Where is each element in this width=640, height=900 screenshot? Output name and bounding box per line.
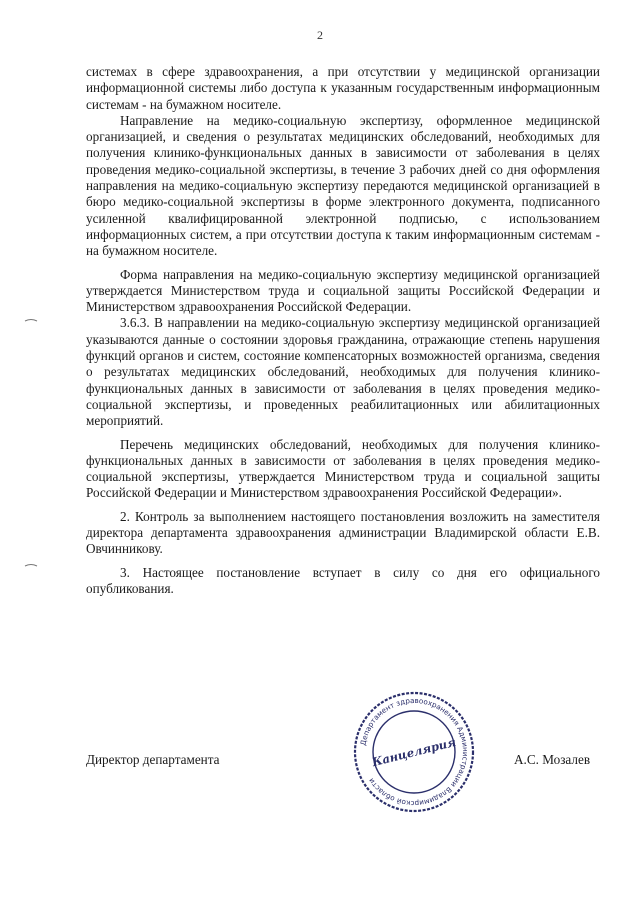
paragraph-3-6-3: 3.6.3. В направлении на медико-социальную экспертизу медицинской организацией указываются данные о состоянии здоровья гражданина, отражающие степень нарушения функций органов и систем, состояние компенсаторных возможностей организма, сведения о результатах медицинских обследований, необходимых для получения клинико-функциональных данных в зависимости от заболевания в целях проведения медико-социальной экспертизы, и проведенных реабилитационных или абилитационных мероприятий.	[86, 315, 600, 429]
paragraph-continuation: системах в сфере здравоохранения, а при отсутствии у медицинской организации информационной системы либо доступа к указанным государственным информационным системам - на бумажном носителе.	[86, 64, 600, 112]
signature-name: А.С. Мозалев	[514, 752, 591, 767]
margin-mark	[24, 563, 38, 567]
signature-position-title: Директор департамента	[86, 752, 220, 767]
margin-mark	[24, 318, 38, 322]
paragraph-control: 2. Контроль за выполнением настоящего постановления возложить на заместителя директора департамента здравоохранения администрации Владимирской области Е.В. Овчинникову.	[86, 508, 600, 557]
stamp-outer-text: Департамент здравоохранения Администрации Владимирской области	[358, 695, 471, 809]
paragraph-examination-list: Перечень медицинских обследований, необходимых для получения клинико-функциональных данных в зависимости от заболевания в целях проведения медико-социальной экспертизы, утверждается Министерством труда и социальной защиты Российской Федерации и Министерством здравоохранения Российской Федерации».	[86, 436, 600, 501]
document-body	[86, 64, 600, 597]
office-stamp	[352, 690, 476, 814]
page-number: 2	[317, 28, 323, 42]
paragraph-effective-date: 3. Настоящее постановление вступает в силу со дня его официального опубликования.	[86, 564, 600, 596]
stamp-center-text: Канцелярия	[370, 734, 458, 770]
paragraph-referral-transfer: Направление на медико-социальную экспертизу, оформленное медицинской организацией, и сведения о результатах медицинских обследований, необходимых для получения клинико-функциональных данных в зависимости от заболевания в целях проведения медико-социальной экспертизы, в течение 3 рабочих дней со дня оформления направления на медико-социальную экспертизу передаются медицинской организацией в бюро медико-социальной экспертизы в форме электронного документа, подписанного усиленной квалифицированной электронной подписью, с использованием информационных систем, а при отсутствии доступа к таким информационным системам - на бумажном носителе.	[86, 112, 600, 259]
paragraph-referral-form: Форма направления на медико-социальную экспертизу медицинской организацией утверждается Министерством труда и социальной защиты Российской Федерации и Министерством здравоохранения Российской Федерации.	[86, 266, 600, 315]
